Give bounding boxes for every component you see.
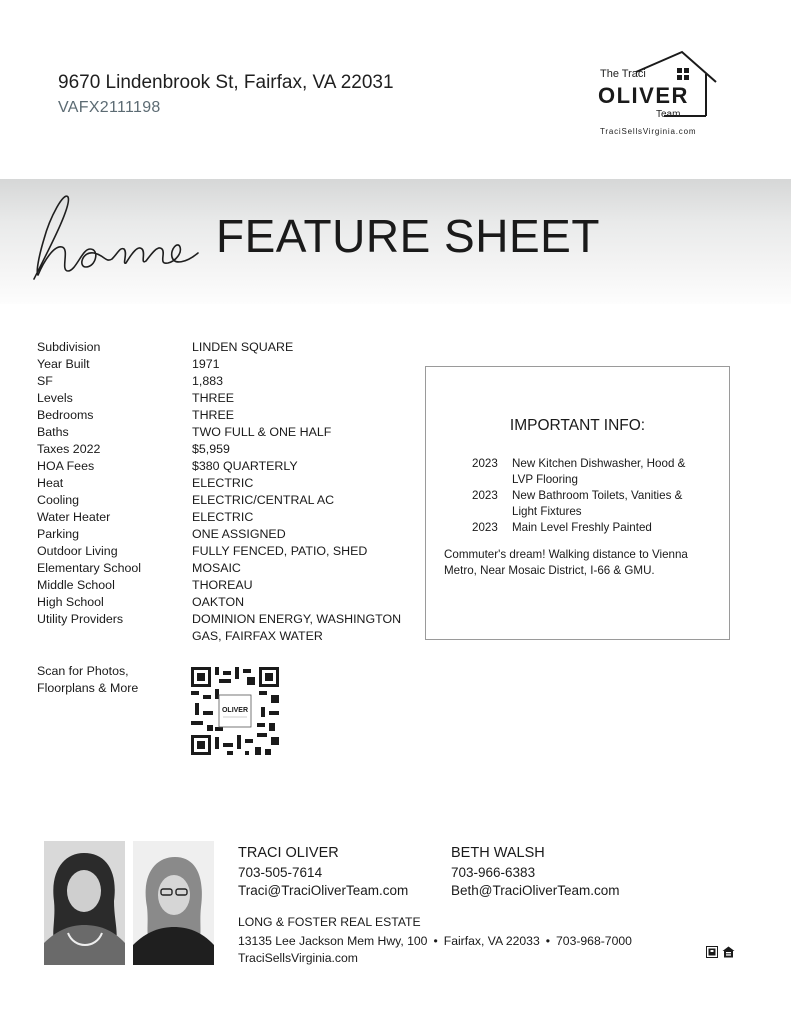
commuter-blurb: Commuter's dream! Walking distance to Vienna Metro, Near Mosaic District, I-66 & GMU. bbox=[444, 548, 688, 577]
footer-website[interactable]: TraciSellsVirginia.com bbox=[238, 951, 358, 965]
detail-row bbox=[37, 390, 417, 407]
detail-label: Heat bbox=[37, 476, 64, 490]
detail-label: Subdivision bbox=[37, 340, 101, 354]
realtor-icon bbox=[706, 946, 718, 958]
detail-row bbox=[37, 339, 417, 356]
detail-value: OAKTON bbox=[192, 595, 245, 609]
detail-value: LINDEN SQUARE bbox=[192, 340, 294, 354]
agent-email-beth[interactable]: Beth@TraciOliverTeam.com bbox=[451, 883, 620, 898]
agent-photo-beth bbox=[133, 841, 214, 965]
equal-housing-icon bbox=[722, 946, 735, 958]
agent-name-traci: TRACI OLIVER bbox=[238, 845, 339, 861]
detail-row bbox=[37, 560, 417, 577]
svg-text:OLIVER: OLIVER bbox=[221, 707, 249, 714]
detail-value: ONE ASSIGNED bbox=[192, 527, 286, 541]
separator-dot: • bbox=[545, 934, 551, 948]
detail-label: Water Heater bbox=[37, 510, 111, 524]
scan-line-2: Floorplans & More bbox=[37, 681, 139, 695]
update-item bbox=[472, 488, 712, 519]
agent-photo-traci bbox=[44, 841, 125, 965]
detail-label: Year Built bbox=[37, 357, 90, 371]
update-text: Main Level Freshly Painted bbox=[512, 521, 652, 534]
logo-the-traci: The Traci bbox=[600, 68, 646, 80]
detail-label: Levels bbox=[37, 391, 73, 405]
detail-value: THOREAU bbox=[192, 578, 253, 592]
detail-label: HOA Fees bbox=[37, 459, 95, 473]
qr-code-icon[interactable] bbox=[191, 667, 279, 755]
team-logo bbox=[594, 50, 720, 142]
detail-row bbox=[37, 356, 417, 373]
update-year: 2023 bbox=[472, 457, 498, 470]
detail-value: TWO FULL & ONE HALF bbox=[192, 425, 332, 439]
detail-value: 1971 bbox=[192, 357, 220, 371]
important-info-box bbox=[425, 366, 730, 640]
agent-phone-beth[interactable]: 703-966-6383 bbox=[451, 865, 536, 880]
detail-row bbox=[37, 611, 417, 645]
detail-row bbox=[37, 458, 417, 475]
detail-row bbox=[37, 475, 417, 492]
detail-value: FULLY FENCED, PATIO, SHED bbox=[192, 544, 368, 558]
detail-row bbox=[37, 424, 417, 441]
detail-label: Elementary School bbox=[37, 561, 141, 575]
detail-value: ELECTRIC bbox=[192, 510, 254, 524]
detail-label: Taxes 2022 bbox=[37, 442, 101, 456]
detail-row bbox=[37, 492, 417, 509]
detail-label: Baths bbox=[37, 425, 69, 439]
update-year: 2023 bbox=[472, 489, 498, 502]
detail-row bbox=[37, 577, 417, 594]
detail-label: SF bbox=[37, 374, 53, 388]
logo-team: Team bbox=[656, 109, 681, 120]
detail-label: Middle School bbox=[37, 578, 115, 592]
detail-row bbox=[37, 509, 417, 526]
detail-row bbox=[37, 543, 417, 560]
updates-list bbox=[472, 456, 712, 537]
detail-label: Parking bbox=[37, 527, 80, 541]
separator-dot: • bbox=[433, 934, 438, 948]
scan-line-1: Scan for Photos, bbox=[37, 664, 129, 678]
detail-row bbox=[37, 526, 417, 543]
property-address: 9670 Lindenbrook St, Fairfax, VA 22031 bbox=[58, 72, 394, 93]
scan-caption bbox=[37, 663, 177, 697]
agent-phone-traci[interactable]: 703-505-7614 bbox=[238, 865, 323, 880]
detail-row bbox=[37, 594, 417, 611]
detail-value: ELECTRIC/CENTRAL AC bbox=[192, 493, 335, 507]
office-street: 13135 Lee Jackson Mem Hwy, 100 bbox=[238, 934, 428, 948]
important-info-title: IMPORTANT INFO: bbox=[509, 417, 646, 434]
office-phone[interactable]: 703-968-7000 bbox=[556, 934, 632, 948]
office-city: Fairfax, VA 22033 bbox=[443, 934, 540, 948]
update-item bbox=[472, 456, 712, 487]
detail-label: High School bbox=[37, 595, 104, 609]
detail-row bbox=[37, 373, 417, 390]
detail-value: $5,959 bbox=[192, 442, 230, 456]
agent-name-beth: BETH WALSH bbox=[451, 845, 545, 861]
update-text: New Kitchen Dishwasher, Hood & LVP Flooring bbox=[512, 457, 686, 486]
update-year: 2023 bbox=[472, 521, 498, 534]
detail-row bbox=[37, 407, 417, 424]
agent-email-traci[interactable]: Traci@TraciOliverTeam.com bbox=[238, 883, 409, 898]
detail-value: 1,883 bbox=[192, 374, 224, 388]
script-home-lettering bbox=[20, 187, 200, 287]
detail-label: Utility Providers bbox=[37, 612, 124, 626]
logo-oliver: OLIVER bbox=[598, 83, 689, 108]
update-item bbox=[472, 520, 712, 536]
detail-value: MOSAIC bbox=[192, 561, 241, 575]
detail-value: DOMINION ENERGY, WASHINGTON GAS, FAIRFAX WATER bbox=[192, 612, 402, 643]
detail-label: Bedrooms bbox=[37, 408, 94, 422]
detail-row bbox=[37, 441, 417, 458]
property-details-table bbox=[37, 339, 417, 645]
detail-value: THREE bbox=[192, 408, 234, 422]
feature-banner bbox=[0, 179, 791, 304]
detail-value: ELECTRIC bbox=[192, 476, 254, 490]
detail-label: Outdoor Living bbox=[37, 544, 118, 558]
detail-value: $380 QUARTERLY bbox=[192, 459, 298, 473]
office-address-line bbox=[238, 934, 632, 948]
detail-value: THREE bbox=[192, 391, 234, 405]
update-text: New Bathroom Toilets, Vanities & Light Fixtures bbox=[512, 489, 683, 518]
mls-number: VAFX2111198 bbox=[58, 99, 161, 116]
logo-website: TraciSellsVirginia.com bbox=[600, 127, 697, 136]
detail-label: Cooling bbox=[37, 493, 80, 507]
feature-sheet-title: FEATURE SHEET bbox=[216, 210, 600, 262]
brokerage-name: LONG & FOSTER REAL ESTATE bbox=[238, 915, 421, 929]
